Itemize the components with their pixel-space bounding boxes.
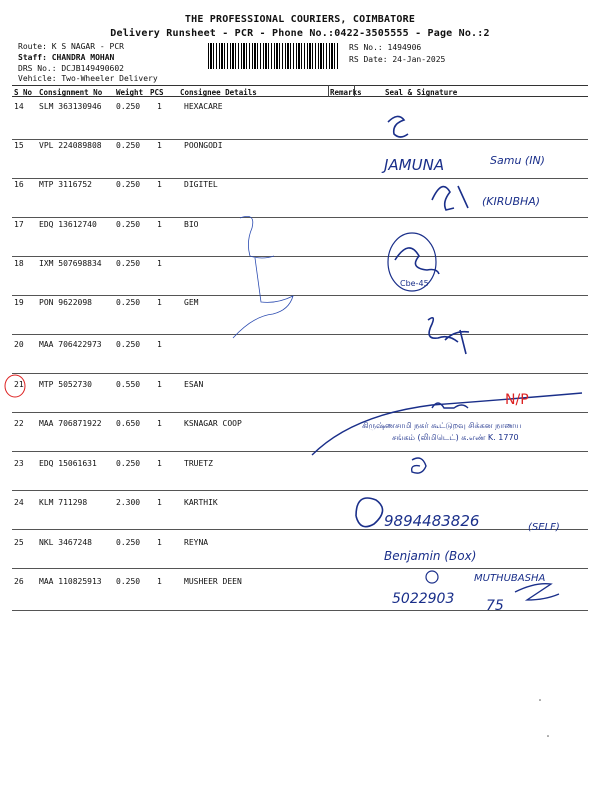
row-pcs: 1 bbox=[157, 340, 162, 349]
col-pcs: PCS bbox=[150, 88, 164, 97]
runsheet-title: Delivery Runsheet - PCR - Phone No.:0422-3505555 - Page No.:2 bbox=[110, 28, 490, 39]
speck bbox=[547, 735, 549, 737]
row-separator bbox=[12, 451, 588, 452]
row-sno: 16 bbox=[14, 180, 24, 189]
col-consignee: Consignee Details bbox=[180, 88, 257, 97]
row-consignee: HEXACARE bbox=[184, 102, 223, 111]
row-consignment: KLM 711298 bbox=[39, 498, 88, 507]
row-pcs: 1 bbox=[157, 577, 162, 586]
signature-row19 bbox=[428, 318, 469, 354]
row-pcs: 1 bbox=[157, 220, 162, 229]
row-consignee: TRUETZ bbox=[184, 459, 213, 468]
signature-row26-circle bbox=[426, 571, 438, 583]
row-separator bbox=[12, 217, 588, 218]
row-separator bbox=[12, 178, 588, 179]
delivery-line bbox=[312, 393, 582, 455]
row-separator bbox=[12, 334, 588, 335]
row-pcs: 1 bbox=[157, 298, 162, 307]
row-pcs: 1 bbox=[157, 498, 162, 507]
col-remarks: Remarks bbox=[330, 88, 362, 97]
row-consignee: POONGODI bbox=[184, 141, 223, 150]
row-consignee: ESAN bbox=[184, 380, 204, 389]
row-sno: 23 bbox=[14, 459, 24, 468]
row-separator bbox=[12, 373, 588, 374]
coop-stamp-line1: கிருஷ்ணசாமி நகர் கூட்டுறவு சிக்கன நாணய bbox=[362, 421, 522, 430]
signature-row14 bbox=[388, 116, 408, 137]
np-note: N/P bbox=[505, 392, 529, 408]
row-separator bbox=[12, 139, 588, 140]
row-sno: 24 bbox=[14, 498, 24, 507]
row-weight: 0.250 bbox=[116, 259, 141, 268]
row-sno: 14 bbox=[14, 102, 24, 111]
row-sno: 21 bbox=[14, 380, 24, 389]
row-weight: 0.250 bbox=[116, 577, 141, 586]
row-sno: 15 bbox=[14, 141, 24, 150]
rs-number: RS No.: 1494906 bbox=[349, 43, 422, 52]
row-separator bbox=[12, 256, 588, 257]
row-consignment: MAA 110825913 bbox=[39, 577, 102, 586]
row-consignee: KARTHIK bbox=[184, 498, 218, 507]
row-consignee: DIGITEL bbox=[184, 180, 218, 189]
row-weight: 0.650 bbox=[116, 419, 141, 428]
drs-label: DRS No.: DCJB149490602 bbox=[18, 64, 124, 73]
row-sno: 17 bbox=[14, 220, 24, 229]
remarks-divider bbox=[328, 85, 329, 97]
row-sno: 26 bbox=[14, 577, 24, 586]
table-bottom-border bbox=[12, 610, 588, 611]
row-weight: 0.250 bbox=[116, 340, 141, 349]
row-consignee: KSNAGAR COOP bbox=[184, 419, 242, 428]
row-separator bbox=[12, 412, 588, 413]
row-pcs: 1 bbox=[157, 419, 162, 428]
signature-row26-num: 5022903 bbox=[392, 591, 455, 607]
row-weight: 0.250 bbox=[116, 459, 141, 468]
row-pcs: 1 bbox=[157, 141, 162, 150]
barcode bbox=[208, 43, 340, 69]
signature-row26-scribble bbox=[515, 584, 559, 600]
signature-row23 bbox=[412, 458, 426, 473]
row-consignment: EDQ 15061631 bbox=[39, 459, 97, 468]
signature-row21 bbox=[432, 403, 468, 408]
row-weight: 0.250 bbox=[116, 180, 141, 189]
row-consignment: NKL 3467248 bbox=[39, 538, 92, 547]
col-weight: Weight bbox=[116, 88, 144, 97]
signature-row16-mark bbox=[432, 186, 468, 210]
row-consignee: REYNA bbox=[184, 538, 209, 547]
signature-row26-num-b: 75 bbox=[486, 598, 504, 614]
row-pcs: 1 bbox=[157, 459, 162, 468]
row-consignment: MTP 3116752 bbox=[39, 180, 92, 189]
row-weight: 0.250 bbox=[116, 220, 141, 229]
staff-label: Staff: CHANDRA MOHAN bbox=[18, 53, 115, 62]
row-consignment: VPL 224089808 bbox=[39, 141, 102, 150]
row-weight: 0.250 bbox=[116, 538, 141, 547]
row-pcs: 1 bbox=[157, 380, 162, 389]
col-signature: Seal & Signature bbox=[385, 88, 458, 97]
signature-row15: JAMUNA bbox=[384, 156, 445, 174]
row-consignee: BIO bbox=[184, 220, 199, 229]
row-consignment: MTP 5052730 bbox=[39, 380, 92, 389]
round-stamp-text: Cbe-45 bbox=[400, 279, 429, 288]
row-consignment: MAA 706871922 bbox=[39, 419, 102, 428]
signature-row26: MUTHUBASHA bbox=[474, 573, 546, 584]
row-consignment: PON 9622098 bbox=[39, 298, 92, 307]
row-sno: 19 bbox=[14, 298, 24, 307]
row-weight: 0.250 bbox=[116, 102, 141, 111]
signature-row24-b: (SELF) bbox=[528, 522, 560, 533]
row-sno: 25 bbox=[14, 538, 24, 547]
row-weight: 0.250 bbox=[116, 141, 141, 150]
row-consignment: EDQ 13612740 bbox=[39, 220, 97, 229]
row-weight: 0.550 bbox=[116, 380, 141, 389]
row-pcs: 1 bbox=[157, 538, 162, 547]
row-weight: 2.300 bbox=[116, 498, 141, 507]
table-top-border bbox=[12, 85, 588, 86]
row-pcs: 1 bbox=[157, 180, 162, 189]
signature-row25: Benjamin (Box) bbox=[384, 549, 477, 563]
connector-line bbox=[233, 216, 293, 338]
signature-row24: 9894483826 bbox=[384, 512, 480, 530]
row-sno: 20 bbox=[14, 340, 24, 349]
signature-row16: (KIRUBHA) bbox=[482, 195, 541, 208]
row-pcs: 1 bbox=[157, 102, 162, 111]
col-consignment: Consignment No bbox=[39, 88, 103, 97]
round-stamp bbox=[388, 233, 436, 291]
row-separator bbox=[12, 295, 588, 296]
row-separator bbox=[12, 568, 588, 569]
row-consignment: MAA 706422973 bbox=[39, 340, 102, 349]
speck bbox=[539, 699, 541, 701]
coop-stamp-line2: சங்கம் (லிமிடெட்) க.எண் K. 1770 bbox=[392, 433, 519, 442]
row-consignee: GEM bbox=[184, 298, 199, 307]
row-separator bbox=[12, 490, 588, 491]
row-sno: 18 bbox=[14, 259, 24, 268]
row-separator bbox=[12, 529, 588, 530]
row-consignment: SLM 363130946 bbox=[39, 102, 102, 111]
vehicle-label: Vehicle: Two-Wheeler Delivery bbox=[18, 74, 158, 83]
row-consignee: MUSHEER DEEN bbox=[184, 577, 242, 586]
stamp-signature bbox=[395, 248, 439, 274]
signature-row15-b: Samu (IN) bbox=[490, 154, 545, 167]
route-label: Route: K S NAGAR - PCR bbox=[18, 42, 124, 51]
rs-date: RS Date: 24-Jan-2025 bbox=[349, 55, 446, 64]
row-sno: 22 bbox=[14, 419, 24, 428]
row-weight: 0.250 bbox=[116, 298, 141, 307]
row-pcs: 1 bbox=[157, 259, 162, 268]
row-consignment: IXM 507698834 bbox=[39, 259, 102, 268]
signature-row24-mark bbox=[356, 498, 383, 527]
col-sno: S No bbox=[14, 88, 33, 97]
company-title: THE PROFESSIONAL COURIERS, COIMBATORE bbox=[184, 14, 416, 25]
